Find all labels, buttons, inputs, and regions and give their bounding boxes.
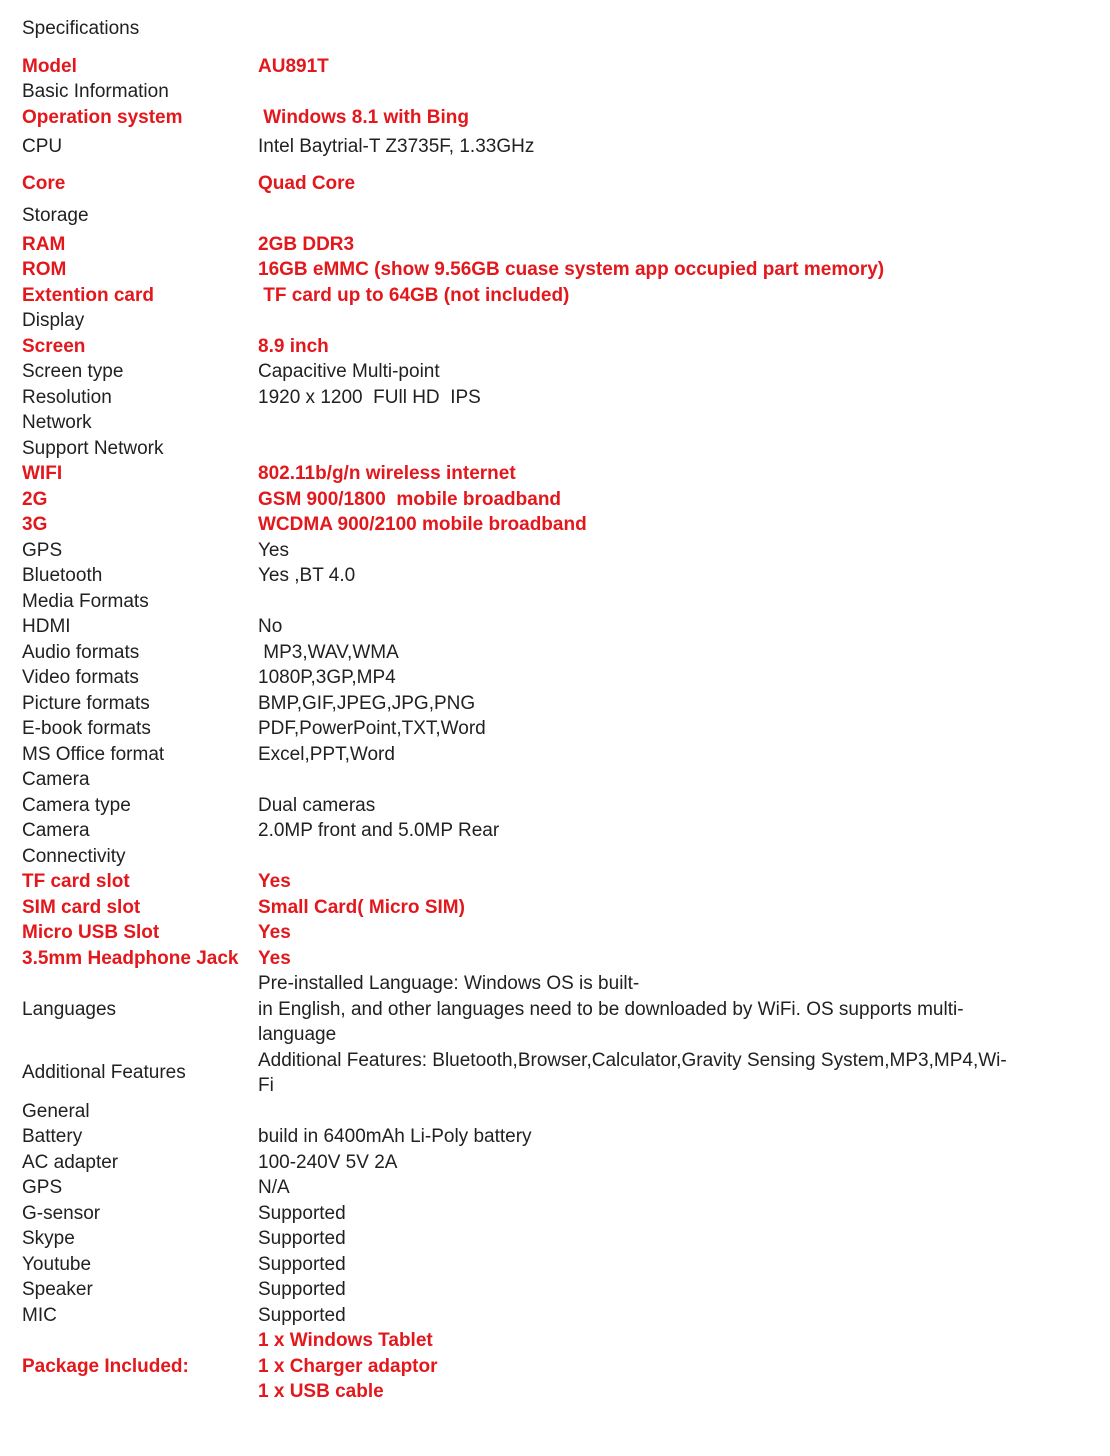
spec-value: AU891T	[258, 55, 329, 77]
spec-label: Extention card	[22, 284, 154, 306]
spec-label: GPS	[22, 539, 63, 561]
spec-label: TF card slot	[22, 871, 130, 892]
spec-value: Capacitive Multi-point	[258, 361, 440, 382]
spec-row-skype	[22, 1226, 1088, 1252]
spec-row-bluetooth	[22, 563, 1088, 589]
spec-label: 3G	[22, 514, 48, 535]
specifications-table	[22, 54, 1088, 1405]
spec-row-ms-office-format	[22, 742, 1088, 768]
spec-row-core	[22, 171, 1088, 197]
spec-value: Yes ,BT 4.0	[258, 565, 356, 586]
spec-row-model	[22, 54, 1088, 80]
spec-value: Yes	[258, 922, 291, 943]
spec-label: Basic Information	[22, 81, 169, 102]
spec-value: Excel,PPT,Word	[258, 743, 395, 765]
spec-label: Audio formats	[22, 641, 140, 663]
spec-value: 1 x Windows Tablet 1 x Charger adaptor 1 x USB cable	[258, 1330, 438, 1402]
spec-row-audio-formats	[22, 640, 1088, 666]
spec-label: Media Formats	[22, 590, 149, 612]
spec-value: Pre-installed Language: Windows OS is built- in English, and other languages need to be downloaded by WiFi. OS supports multi- language	[258, 973, 964, 1045]
spec-value: Supported	[258, 1228, 346, 1249]
spec-value: Yes	[258, 947, 291, 969]
spec-row-camera-type	[22, 793, 1088, 819]
spec-section-storage	[22, 203, 1088, 229]
spec-label: 3.5mm Headphone Jack	[22, 947, 239, 969]
spec-value: 100-240V 5V 2A	[258, 1151, 398, 1173]
spec-label: Additional Features	[22, 1062, 186, 1084]
spec-row-speaker	[22, 1277, 1088, 1303]
spec-section-basic-information	[22, 79, 1088, 105]
spec-label: Support Network	[22, 437, 164, 459]
spec-value: Supported	[258, 1202, 346, 1224]
spec-row-video-formats	[22, 665, 1088, 691]
spec-label: Package Included:	[22, 1355, 189, 1377]
spec-section-general	[22, 1099, 1088, 1125]
spec-row-screen	[22, 334, 1088, 360]
spec-label: CPU	[22, 136, 63, 157]
spec-label: Languages	[22, 998, 117, 1020]
spec-label: Video formats	[22, 667, 139, 688]
spec-row-youtube	[22, 1252, 1088, 1278]
spec-value: BMP,GIF,JPEG,JPG,PNG	[258, 692, 476, 714]
spec-label: MS Office format	[22, 743, 165, 765]
spec-value: Windows 8.1 with Bing	[258, 106, 469, 128]
spec-section-display	[22, 308, 1088, 334]
spec-value: 1920 x 1200 FUll HD IPS	[258, 386, 481, 408]
spec-value: Supported	[258, 1279, 346, 1300]
spec-value: WCDMA 900/2100 mobile broadband	[258, 514, 587, 535]
spec-value: 1080P,3GP,MP4	[258, 667, 396, 688]
spec-label: Connectivity	[22, 845, 126, 867]
spec-value: No	[258, 616, 283, 637]
spec-value: Supported	[258, 1304, 346, 1326]
spec-value: Supported	[258, 1253, 346, 1275]
spec-label: 2G	[22, 488, 48, 510]
spec-label: SIM card slot	[22, 896, 141, 918]
spec-label: Core	[22, 172, 66, 194]
spec-label: Picture formats	[22, 692, 150, 714]
spec-row-headphone-jack	[22, 946, 1088, 972]
spec-label: Battery	[22, 1126, 83, 1147]
spec-value: Quad Core	[258, 172, 356, 194]
spec-label: Camera type	[22, 794, 131, 816]
spec-row-g-sensor	[22, 1201, 1088, 1227]
spec-value: Intel Baytrial-T Z3735F, 1.33GHz	[258, 136, 535, 157]
spec-label: Speaker	[22, 1279, 93, 1300]
spec-label: G-sensor	[22, 1202, 101, 1224]
spec-label: WIFI	[22, 463, 63, 484]
spec-value: Yes	[258, 871, 291, 892]
spec-row-picture-formats	[22, 691, 1088, 717]
spec-label: Operation system	[22, 106, 183, 128]
spec-label: RAM	[22, 233, 66, 255]
spec-row-resolution	[22, 385, 1088, 411]
spec-value: 802.11b/g/n wireless internet	[258, 463, 516, 484]
spec-label: Skype	[22, 1228, 75, 1249]
spec-label: Bluetooth	[22, 565, 103, 586]
spec-label: Micro USB Slot	[22, 922, 160, 943]
spec-label: Network	[22, 412, 92, 433]
spec-row-operation-system	[22, 105, 1088, 131]
spec-value: build in 6400mAh Li-Poly battery	[258, 1126, 532, 1147]
spec-value: 2.0MP front and 5.0MP Rear	[258, 820, 500, 841]
spec-value: 8.9 inch	[258, 335, 329, 357]
spec-section-media-formats	[22, 589, 1088, 615]
spec-row-battery	[22, 1124, 1088, 1150]
spec-value: 2GB DDR3	[258, 233, 355, 255]
spec-row-package-included	[22, 1328, 1088, 1405]
spec-row-cpu	[22, 134, 1088, 160]
spec-label: E-book formats	[22, 718, 151, 739]
spec-row-tf-card-slot	[22, 869, 1088, 895]
spec-row-gps	[22, 538, 1088, 564]
spec-label: Screen type	[22, 361, 124, 382]
spec-row-ac-adapter	[22, 1150, 1088, 1176]
spec-value: N/A	[258, 1177, 290, 1198]
spec-label: Youtube	[22, 1253, 92, 1275]
spec-section-connectivity	[22, 844, 1088, 870]
spec-row-ebook-formats	[22, 716, 1088, 742]
spec-row-mic	[22, 1303, 1088, 1329]
spec-row-rom	[22, 257, 1088, 283]
spec-label: AC adapter	[22, 1151, 119, 1173]
spec-row-hdmi	[22, 614, 1088, 640]
spec-row-ram	[22, 232, 1088, 258]
page-title: Specifications	[22, 18, 140, 39]
spec-label: MIC	[22, 1304, 57, 1326]
spec-row-extention-card	[22, 283, 1088, 309]
spec-label: Resolution	[22, 386, 112, 408]
spec-label: HDMI	[22, 616, 71, 637]
spec-label: Camera	[22, 769, 90, 790]
spec-row-support-network	[22, 436, 1088, 462]
spec-row-2g	[22, 487, 1088, 513]
spec-label: ROM	[22, 259, 67, 280]
spec-value: Small Card( Micro SIM)	[258, 896, 465, 918]
spec-row-screen-type	[22, 359, 1088, 385]
spec-value: Yes	[258, 539, 289, 561]
spec-row-languages	[22, 971, 1088, 1048]
spec-row-3g	[22, 512, 1088, 538]
spec-value: MP3,WAV,WMA	[258, 641, 399, 663]
spec-section-camera	[22, 767, 1088, 793]
spec-value: PDF,PowerPoint,TXT,Word	[258, 718, 486, 739]
spec-label: Camera	[22, 820, 90, 841]
spec-label: Model	[22, 55, 77, 77]
spec-label: GPS	[22, 1177, 63, 1198]
spec-value: TF card up to 64GB (not included)	[258, 284, 570, 306]
spec-label: General	[22, 1100, 90, 1122]
spec-label: Screen	[22, 335, 86, 357]
spec-row-gps-general	[22, 1175, 1088, 1201]
spec-row-camera	[22, 818, 1088, 844]
spec-row-additional-features	[22, 1048, 1088, 1099]
spec-row-sim-card-slot	[22, 895, 1088, 921]
spec-value: 16GB eMMC (show 9.56GB cuase system app occupied part memory)	[258, 259, 885, 280]
spec-section-network	[22, 410, 1088, 436]
spec-value: Dual cameras	[258, 794, 376, 816]
spec-label: Display	[22, 310, 85, 331]
spec-row-wifi	[22, 461, 1088, 487]
spec-value: Additional Features: Bluetooth,Browser,Calculator,Gravity Sensing System,MP3,MP4,Wi- Fi	[258, 1049, 1007, 1096]
spec-label: Storage	[22, 205, 89, 226]
spec-row-micro-usb-slot	[22, 920, 1088, 946]
spec-value: GSM 900/1800 mobile broadband	[258, 488, 562, 510]
